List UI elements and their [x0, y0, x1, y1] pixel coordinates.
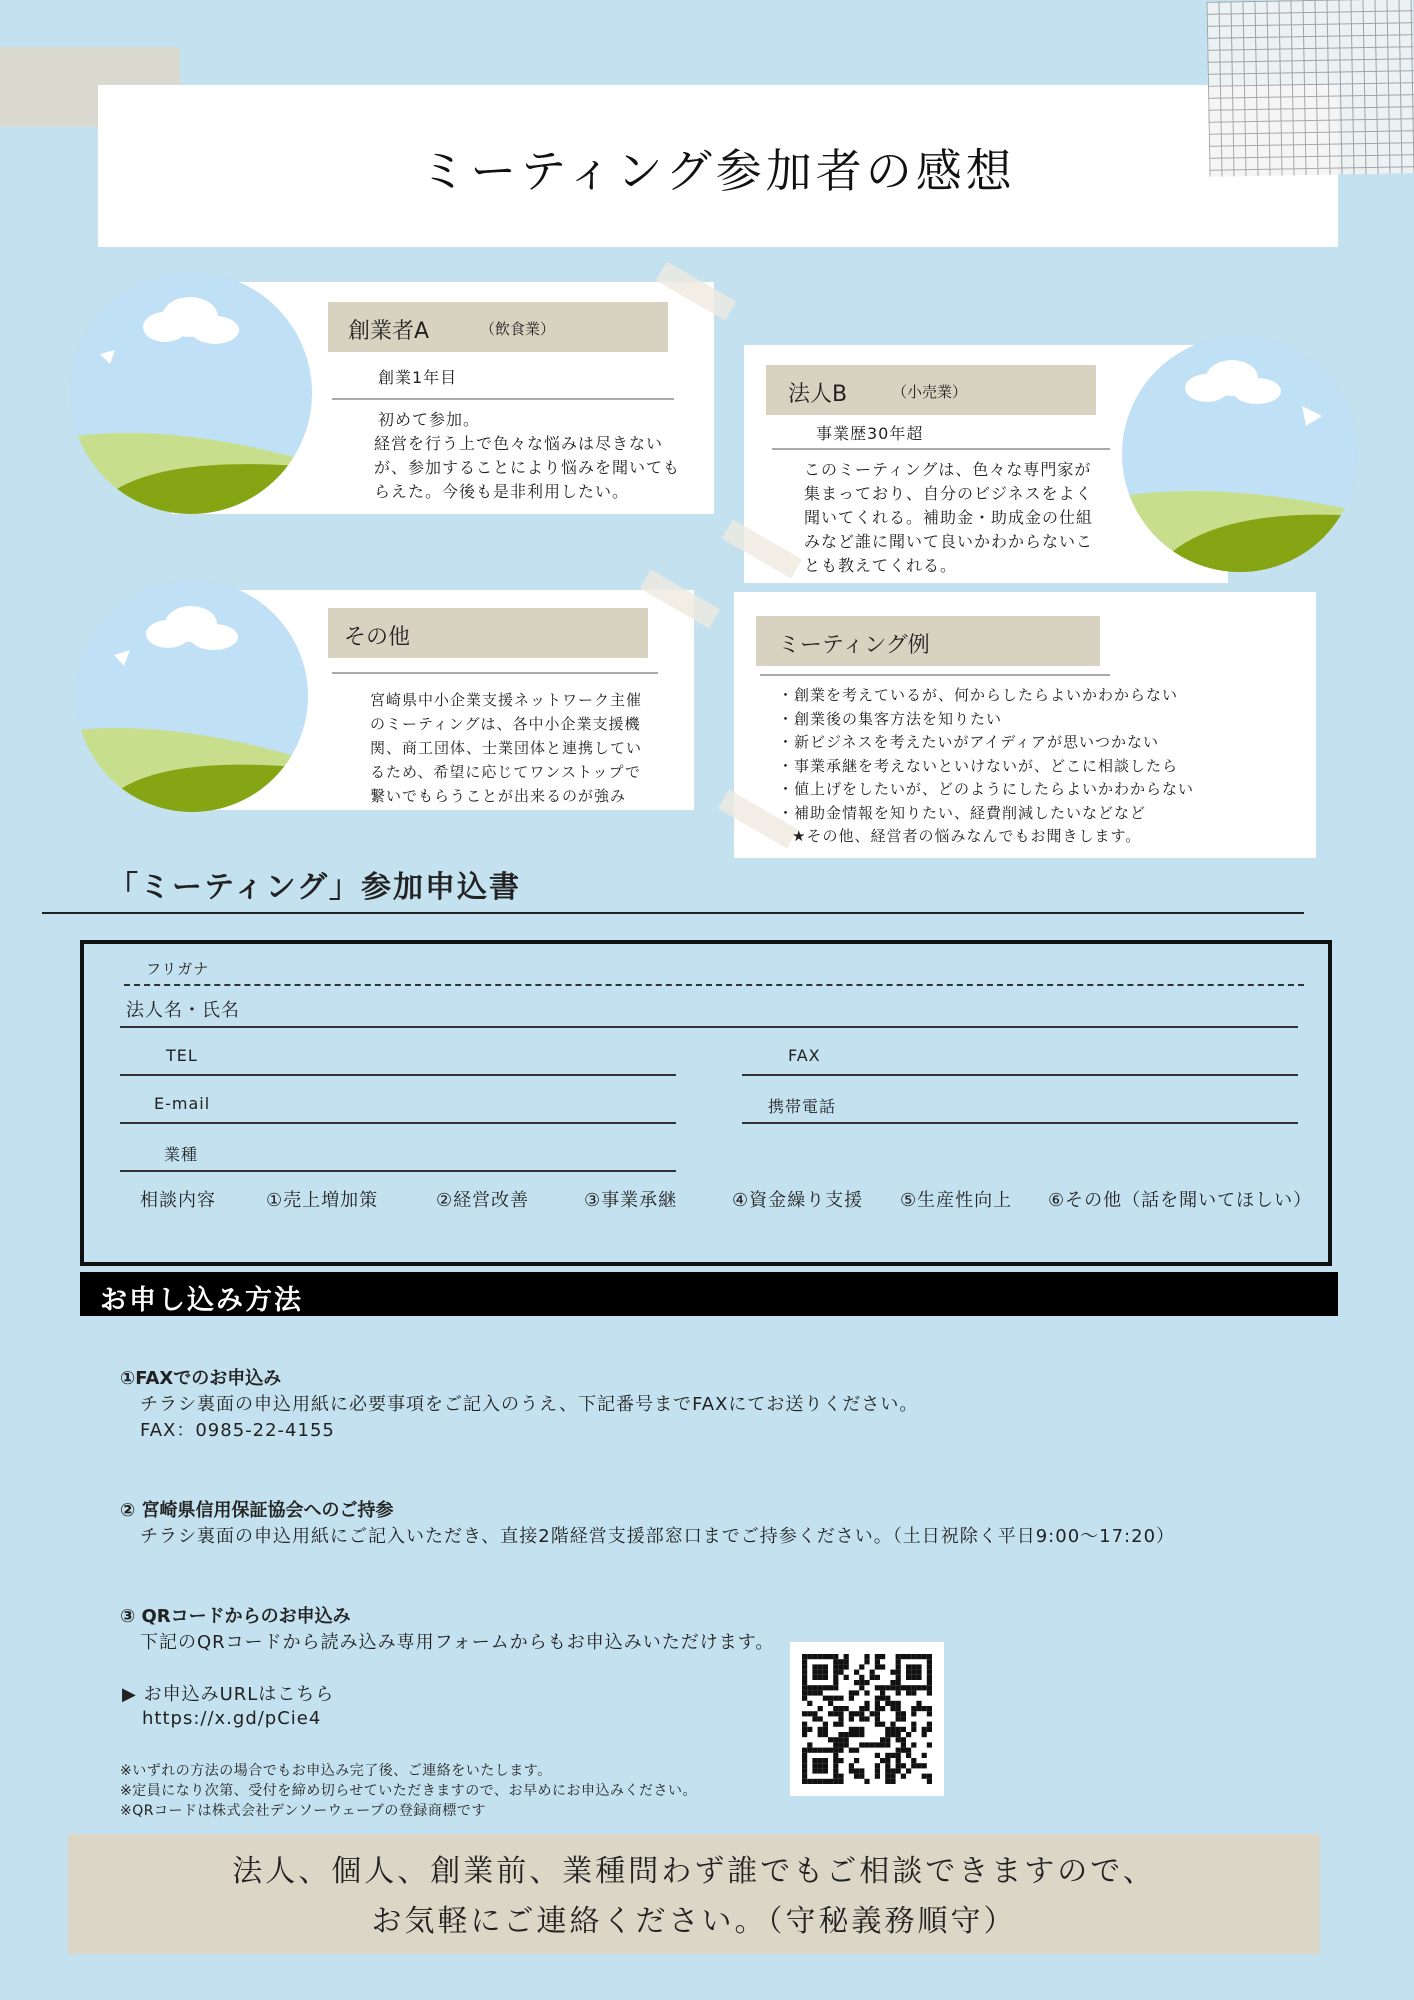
email-label: E-mail — [154, 1094, 211, 1113]
form-title: 「ミーティング」参加申込書 — [108, 870, 521, 905]
list-item: ・創業を考えているが、何からしたらよいかわからない — [778, 686, 1179, 704]
testimonial-body: 宮崎県中小企業支援ネットワーク主催 のミーティングは、各中小企業支援機 関、商工団体、士業団体と連携してい るため、希望に応じてワンストップで 繋いでもらうことが出来るのが強み — [370, 691, 643, 805]
name-tag — [756, 616, 1100, 666]
consult-option-3[interactable]: ③事業承継 — [584, 1190, 678, 1211]
testimonial-category: （飲食業） — [480, 320, 556, 338]
methods-header — [80, 1272, 1338, 1316]
consult-label: 相談内容 — [140, 1190, 216, 1211]
furigana-label: フリガナ — [146, 960, 210, 978]
consult-option-6[interactable]: ⑥その他（話を聞いてほしい） — [1048, 1190, 1313, 1211]
consult-option-4[interactable]: ④資金繰り支援 — [732, 1190, 864, 1211]
name-tag — [766, 365, 1096, 415]
testimonial-body: 初めて参加。 経営を行う上で色々な悩みは尽きない が、参加することにより悩みを聞いても らえた。今後も是非利用したい。 — [374, 410, 681, 501]
grid-paper-decoration — [1206, 0, 1414, 177]
list-item: ・補助金情報を知りたい、経費削減したいなどなど — [778, 803, 1147, 822]
divider — [332, 398, 674, 400]
list-item: ★その他、経営者の悩みなんでもお聞きします。 — [792, 827, 1142, 845]
name-tag — [328, 302, 668, 352]
methods-title: お申し込み方法 — [100, 1285, 303, 1316]
qr-method-text: 下記のQRコードから読み込み専用フォームからもお申込みいただけます。 — [140, 1632, 775, 1653]
industry-label: 業種 — [164, 1145, 199, 1164]
testimonial-meta: 創業1年目 — [378, 368, 458, 387]
note: ※いずれの方法の場合でもお申込み完了後、ご連絡をいたします。 — [120, 1763, 552, 1779]
qr-method-heading: ③ QRコードからのお申込み — [120, 1606, 351, 1627]
tel-label: TEL — [166, 1046, 198, 1065]
mobile-label: 携帯電話 — [768, 1097, 837, 1116]
testimonial-body: このミーティングは、色々な専門家が 集まっており、自分のビジネスをよく 聞いてくれる。補助金・助成金の仕組 みなど誰に聞いて良いかわからないこ とも教えてくれる。 — [804, 460, 1094, 575]
landscape-illustration — [70, 272, 312, 514]
note: ※定員になり次第、受付を締め切らせていただきますので、お早めにお申込みください。 — [120, 1783, 698, 1799]
name-tag — [328, 608, 648, 658]
list-item: ・事業承継を考えないといけないが、どこに相談したら — [778, 756, 1179, 775]
furigana-field[interactable] — [124, 984, 1304, 986]
divider — [772, 448, 1110, 450]
tel-field[interactable] — [120, 1074, 676, 1076]
list-item: ・値上げをしたいが、どのようにしたらよいかわからない — [778, 780, 1195, 798]
banner-line-2: お気軽にご連絡ください。（守秘義務順守） — [371, 1904, 1017, 1939]
testimonial-category: （小売業） — [892, 383, 968, 401]
note: ※QRコードは株式会社デンソーウェーブの登録商標です — [120, 1803, 486, 1819]
list-item: ・新ビジネスを考えたいがアイディアが思いつかない — [778, 733, 1160, 751]
divider — [760, 674, 1110, 676]
application-form — [80, 940, 1332, 1266]
mobile-field[interactable] — [742, 1122, 1298, 1124]
fax-label: FAX — [788, 1046, 821, 1065]
consult-option-5[interactable]: ⑤生産性向上 — [900, 1190, 1013, 1211]
application-url[interactable]: https://x.gd/pCie4 — [142, 1708, 322, 1729]
visit-method-heading: ② 宮崎県信用保証協会へのご持参 — [120, 1500, 394, 1521]
testimonial-name: その他 — [344, 625, 411, 650]
banner-line-1: 法人、個人、創業前、業種問わず誰でもご相談できますので、 — [232, 1854, 1156, 1889]
title-panel — [98, 85, 1338, 247]
fax-field[interactable] — [742, 1074, 1298, 1076]
examples-list — [778, 684, 1308, 849]
divider — [332, 672, 658, 674]
fax-method-text: チラシ裏面の申込用紙に必要事項をご記入のうえ、下記番号までFAXにてお送りください。 — [140, 1394, 919, 1415]
testimonial-name: 法人B — [788, 382, 848, 407]
consult-option-2[interactable]: ②経営改善 — [436, 1190, 530, 1211]
consult-option-1[interactable]: ①売上増加策 — [266, 1190, 379, 1211]
url-label: ▶ お申込みURLはこちら — [122, 1684, 335, 1705]
qr-code[interactable] — [790, 1642, 944, 1796]
fax-method-heading: ①FAXでのお申込み — [120, 1368, 282, 1389]
testimonial-meta: 事業歴30年超 — [816, 424, 924, 443]
examples-title: ミーティング例 — [778, 633, 930, 658]
landscape-illustration — [76, 580, 308, 812]
email-field[interactable] — [120, 1122, 676, 1124]
divider — [42, 912, 1304, 914]
landscape-illustration — [1122, 336, 1358, 572]
industry-field[interactable] — [120, 1170, 676, 1172]
list-item: ・創業後の集客方法を知りたい — [778, 709, 1003, 728]
visit-method-text: チラシ裏面の申込用紙にご記入いただき、直接2階経営支援部窓口までご持参ください。（土日祝除く平日9:00～17:20） — [140, 1526, 1176, 1547]
name-label: 法人名・氏名 — [126, 1000, 240, 1021]
closing-banner — [68, 1834, 1320, 1954]
page-title: ミーティング参加者の感想 — [420, 144, 1016, 198]
name-field[interactable] — [120, 1026, 1298, 1028]
fax-number: FAX：0985-22-4155 — [140, 1420, 335, 1441]
testimonial-name: 創業者A — [348, 319, 430, 344]
